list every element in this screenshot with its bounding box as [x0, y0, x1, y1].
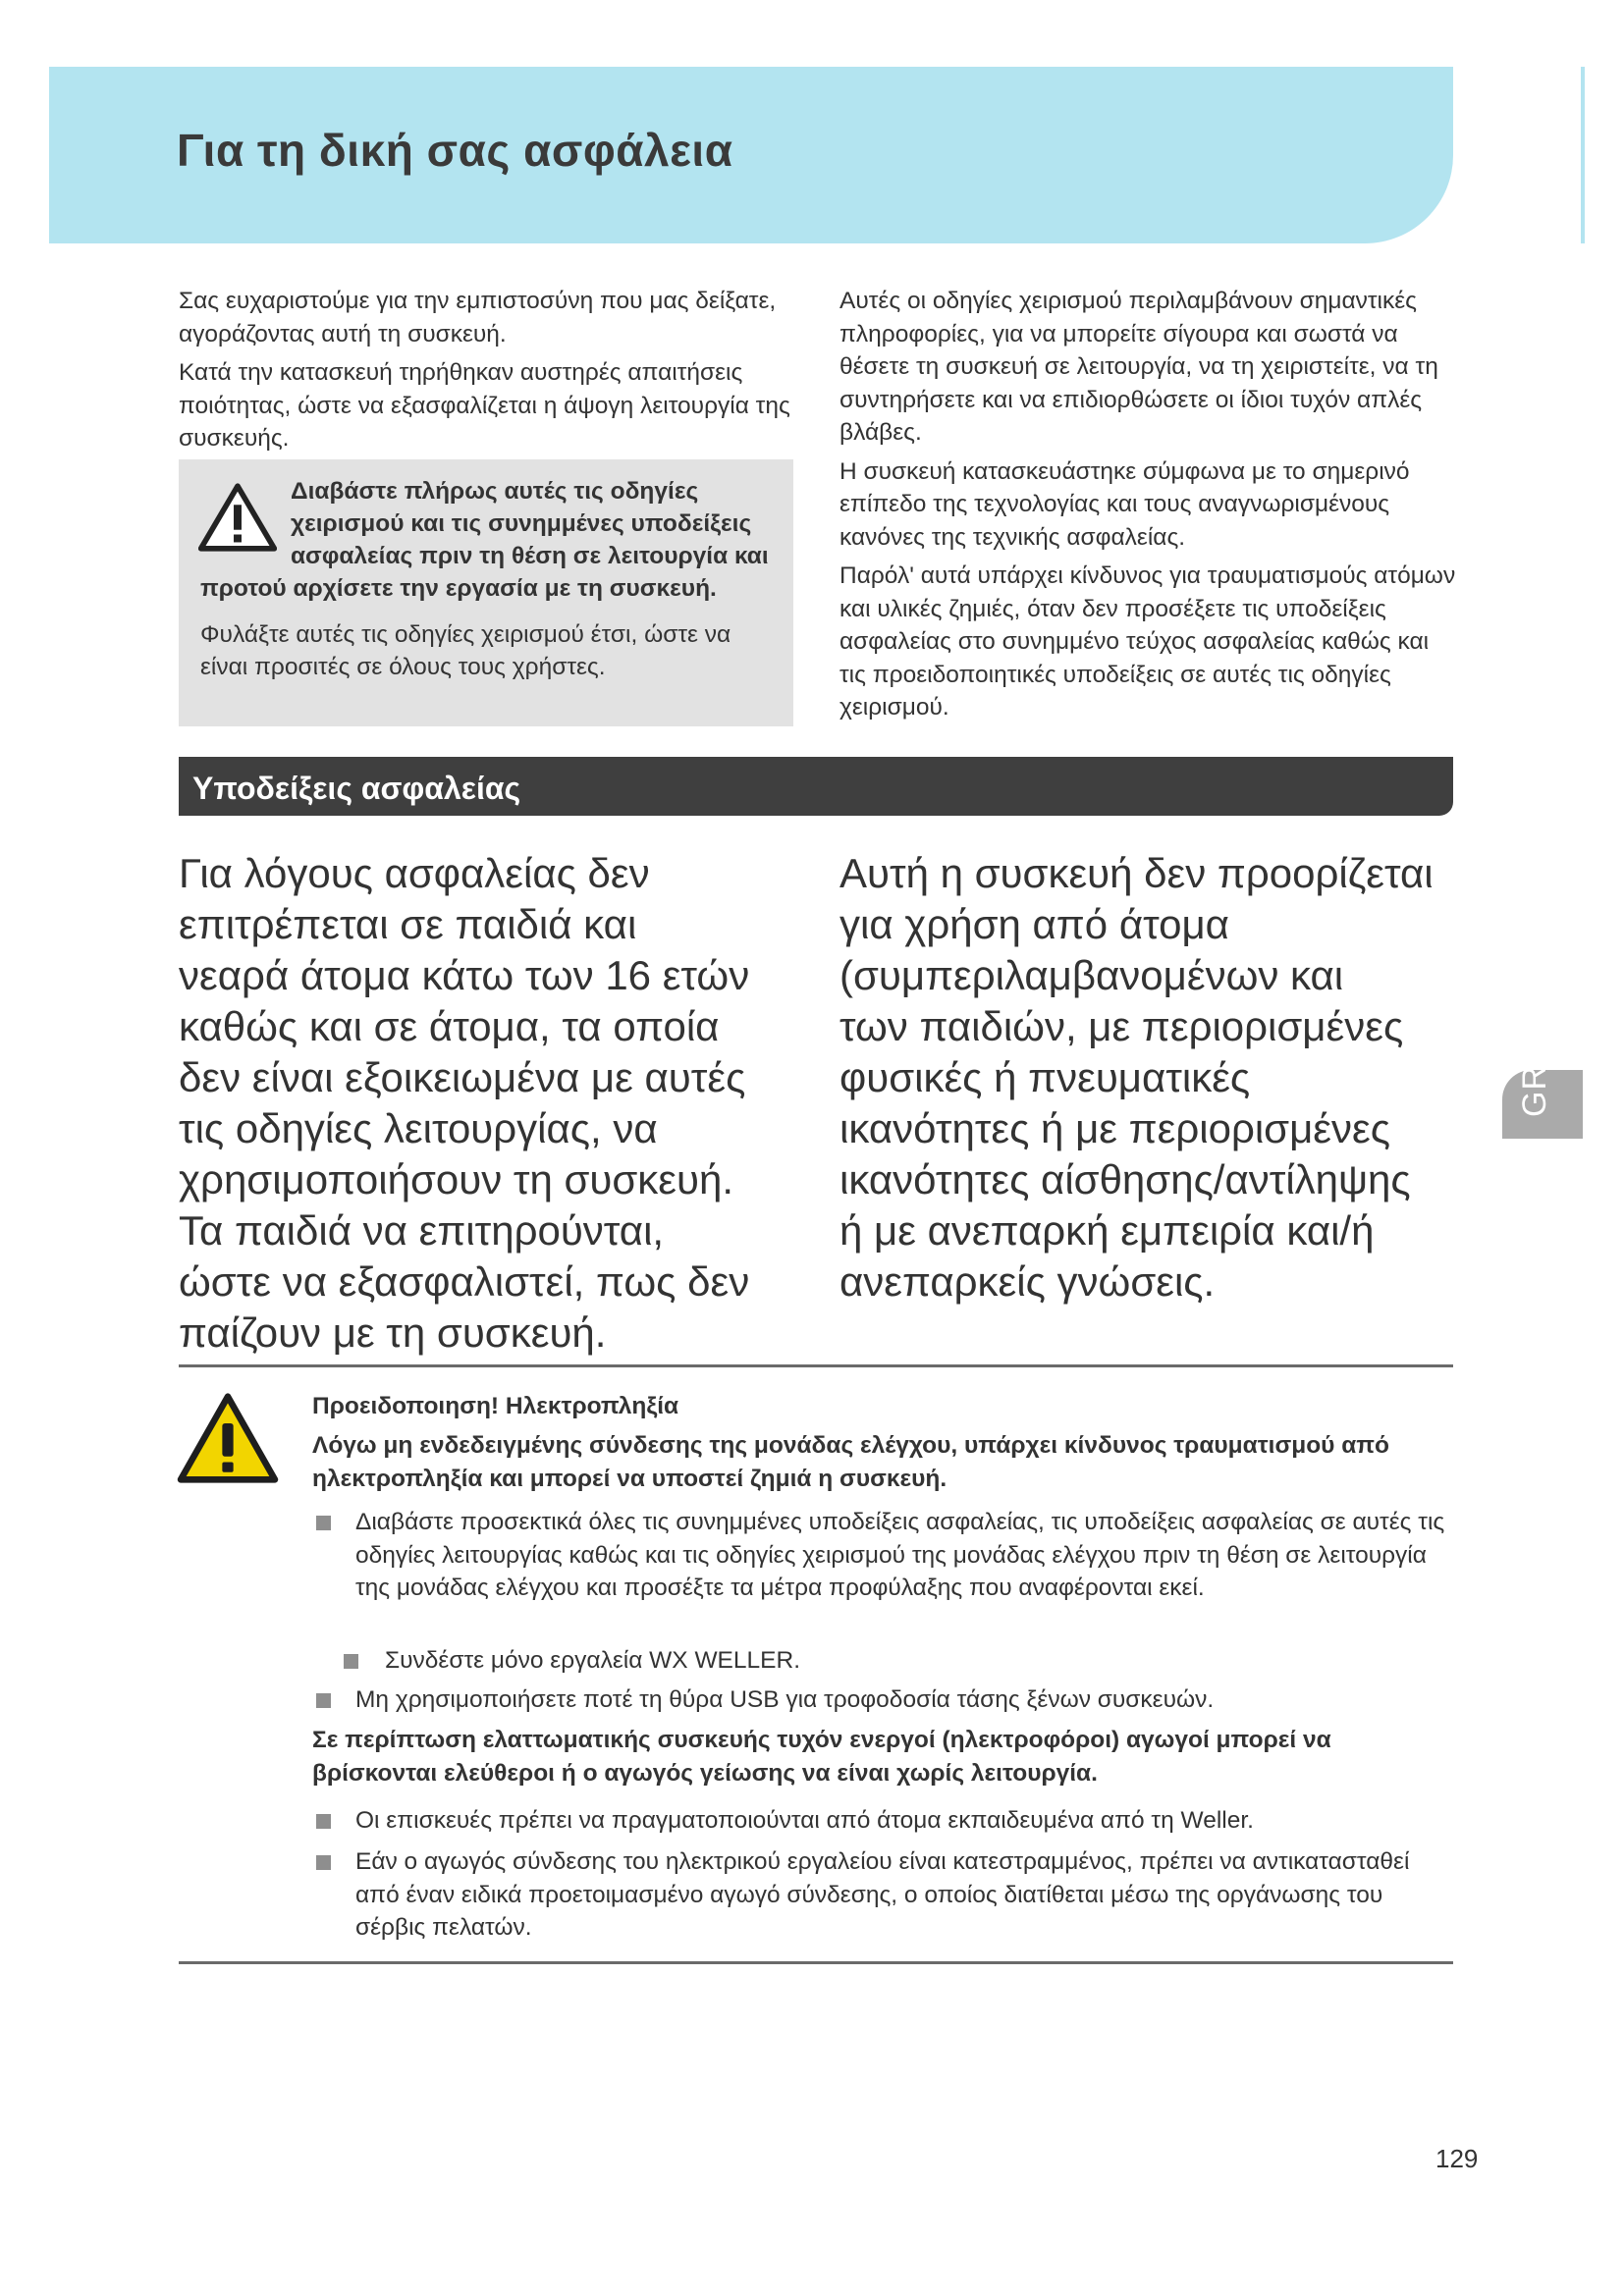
divider	[179, 1364, 1453, 1367]
text-line: (συμπεριλαμβανομένων και	[839, 952, 1344, 998]
language-tab	[1502, 1065, 1583, 1139]
text-line: καθώς και σε άτομα, τα οποία	[179, 1003, 720, 1049]
text-line: δεν είναι εξοικειωμένα με αυτές	[179, 1054, 746, 1100]
page-title: Για τη δική σας ασφάλεια	[177, 125, 733, 176]
bullet-text: Εάν ο αγωγός σύνδεσης του ηλεκτρικού εργαλείου είναι κατεστραμμένος, πρέπει να αντικατασταθεί από έναν ειδικά προετοιμασμένο αγωγό σύνδεσης, ο οποίος διατίθεται μέσω της οργάνωσης του σέρβις πελατών.	[355, 1848, 1410, 1941]
bullet-square	[344, 1654, 358, 1669]
text-line: για χρήση από άτομα	[839, 901, 1229, 947]
intro-paragraph: Αυτές οι οδηγίες χειρισμού περιλαμβάνουν σημαντικές πληροφορίες, για να μπορείτε σίγουρα και σωστά να θέσετε τη συσκευή σε λειτουργία, να τη χειριστείτε, να τη συντηρήσετε και να επιδιορθώσετε οι ίδιοι τυχόν απλές βλάβες.	[839, 288, 1438, 446]
text-line: Για λόγους ασφαλείας δεν	[179, 850, 650, 896]
disability-warning	[839, 848, 1468, 1308]
warning-box-bold-text: Διαβάστε πλήρως αυτές τις οδηγίες χειρισμού και τις συνημμένες υποδείξεις ασφαλείας πριν τη θέση σε λειτουργία και προτού αρχίσετε την εργασία με τη συσκευή.	[200, 478, 769, 602]
intro-paragraph: Κατά την κατασκευή τηρήθηκαν αυστηρές απαιτήσεις ποιότητας, ώστε να εξασφαλίζεται η άψογη λειτουργία της συσκευής.	[179, 359, 790, 452]
text-line: χρησιμοποιήσουν τη συσκευή.	[179, 1156, 734, 1202]
text-line: ή με ανεπαρκή εμπειρία και/ή	[839, 1207, 1375, 1254]
text-line: ώστε να εξασφαλιστεί, πως δεν	[179, 1258, 750, 1305]
text-line: ικανότητες ή με περιορισμένες	[839, 1105, 1390, 1151]
read-instructions-box	[179, 459, 793, 726]
bullet-text: Συνδέστε μόνο εργαλεία WX WELLER.	[385, 1647, 800, 1674]
bullet-square	[316, 1814, 331, 1829]
text-line: Αυτή η συσκευή δεν προορίζεται	[839, 850, 1434, 896]
bullet-text: Μη χρησιμοποιήσετε ποτέ τη θύρα USB για τροφοδοσία τάσης ξένων συσκευών.	[355, 1686, 1215, 1713]
text-line: ανεπαρκείς γνώσεις.	[839, 1258, 1216, 1305]
intro-paragraph: Η συσκευή κατασκευάστηκε σύμφωνα με το σημερινό επίπεδο της τεχνολογίας και τους αναγνωρισμένους κανόνες της τεχνικής ασφαλείας.	[839, 457, 1410, 551]
intro-left	[179, 285, 797, 461]
divider	[179, 1961, 1453, 1964]
section-title: Υποδείξεις ασφαλείας	[192, 771, 521, 806]
electric-warning-title	[312, 1390, 1451, 1423]
defect-warning: Σε περίπτωση ελαττωματικής συσκευής τυχόν ενεργοί (ηλεκτροφόροι) αγωγοί μπορεί να βρίσκονται ελεύθεροι ή ο αγωγός γείωσης να είναι χωρίς λειτουργία.	[312, 1727, 1331, 1787]
text-line: παίζουν με τη συσκευή.	[179, 1309, 607, 1356]
text-line: επιτρέπεται σε παιδιά και	[179, 901, 637, 947]
section-header	[179, 757, 1453, 816]
text-line: νεαρά άτομα κάτω των 16 ετών	[179, 952, 750, 998]
bullet-square	[316, 1516, 331, 1530]
electric-warning-icon	[177, 1392, 279, 1484]
intro-paragraph: Παρόλ' αυτά υπάρχει κίνδυνος για τραυματισμούς ατόμων και υλικές ζημιές, όταν δεν προσέξετε τις υποδείξεις ασφαλείας στο συνημμένο τεύχος ασφαλείας καθώς και τις προειδοποιητικές υποδείξεις σε αυτές τις οδηγίες χειρισμού.	[839, 562, 1456, 721]
children-warning	[179, 848, 817, 1359]
bullet-square	[316, 1693, 331, 1708]
intro-paragraph: Σας ευχαριστούμε για την εμπιστοσύνη που μας δείξατε, αγοράζοντας αυτή τη συσκευή.	[179, 288, 777, 347]
intro-right	[839, 285, 1458, 730]
bullet-text: Διαβάστε προσεκτικά όλες τις συνημμένες υποδείξεις ασφαλείας, τις υποδείξεις ασφαλείας σε αυτές τις οδηγίες λειτουργίας καθώς και τις οδηγίες χειρισμού της μονάδας ελέγχου πριν τη θέση σε λειτουργία της μονάδας ελέγχου και προσέξτε τα μέτρα προφύλαξης που αναφέρονται εκεί.	[355, 1509, 1445, 1601]
bullet-square	[316, 1855, 331, 1870]
warning-box-text: Φυλάξτε αυτές τις οδηγίες χειρισμού έτσι, ώστε να είναι προσιτές σε όλους τους χρήστες.	[200, 621, 731, 680]
text-line: Τα παιδιά να επιτηρούνται,	[179, 1207, 665, 1254]
edge-decoration	[1581, 67, 1585, 243]
text-line: των παιδιών, με περιορισμένες	[839, 1003, 1404, 1049]
text-line: φυσικές ή πνευματικές	[839, 1054, 1251, 1100]
warning-triangle-icon	[198, 483, 277, 552]
text-line: ικανότητες αίσθησης/αντίληψης	[839, 1156, 1411, 1202]
text-line: τις οδηγίες λειτουργίας, να	[179, 1105, 658, 1151]
header-banner	[49, 67, 1453, 243]
page-number: 129	[1435, 2144, 1479, 2173]
language-tab-label: GR	[1516, 1065, 1553, 1117]
warning-title: Προειδοποιηση! Ηλεκτροπληξία	[312, 1393, 679, 1419]
bullet-text: Οι επισκευές πρέπει να πραγματοποιούνται από άτομα εκπαιδευμένα από τη Weller.	[355, 1807, 1254, 1834]
electric-warning-subtitle: Λόγω μη ενδεδειγμένης σύνδεσης της μονάδας ελέγχου, υπάρχει κίνδυνος τραυματισμού από ηλεκτροπληξία και μπορεί να υποστεί ζημιά η συσκευή.	[312, 1432, 1390, 1492]
